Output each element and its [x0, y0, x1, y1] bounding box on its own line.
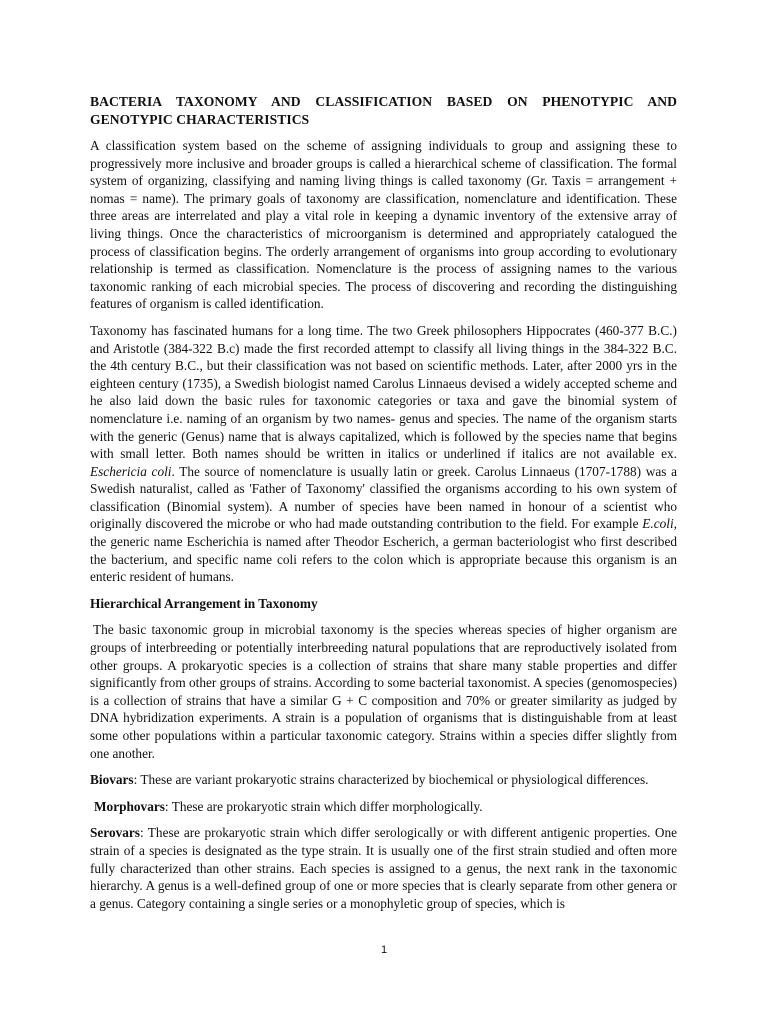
paragraph-serovars — [90, 824, 677, 912]
paragraph-morphovars — [90, 798, 677, 816]
paragraph-biovars — [90, 771, 677, 789]
document-title: BACTERIA TAXONOMY AND CLASSIFICATION BASED ON PHENOTYPIC AND GENOTYPIC CHARACTERISTICS — [90, 94, 677, 127]
document-body — [90, 93, 677, 921]
paragraph-history — [90, 322, 677, 586]
serovars-term: Serovars — [90, 825, 140, 841]
page-number: 1 — [380, 944, 388, 956]
biovars-term: Biovars — [90, 772, 134, 788]
paragraph-classification: A classification system based on the scheme of assigning individuals to group and assigning these to progressively more inclusive and broader groups is called a hierarchical scheme of classification. The formal system of organizing, classifying and naming living things is called taxonomy (Gr. Taxis = arrangement + nomas = name). The primary goals of taxonomy are classification, nomenclature and identification. These three areas are interrelated and play a vital role in keeping a dynamic inventory of the extensive array of living things. Once the characteristics of microorganism is determined and appropriately catalogued the process of classification begins. The orderly arrangement of organisms into group according to evolutionary relationship is termed as classification. Nomenclature is the process of assigning names to the various taxonomic ranking of each microbial species. The process of discovering and recording the distinguishing features of organism is called identification. — [90, 138, 677, 312]
ecoli-example-italic: E.coli, — [642, 516, 677, 532]
biovars-definition: : These are variant prokaryotic strains characterized by biochemical or physiological differences. — [133, 772, 649, 788]
section-heading: Hierarchical Arrangement in Taxonomy — [90, 595, 318, 611]
paragraph-species: The basic taxonomic group in microbial taxonomy is the species whereas species of higher organism are groups of interbreeding or potentially interbreeding natural populations that are reproductively isolated from other groups. A prokaryotic species is a collection of strains that share many stable properties and differ significantly from other groups of strains. According to some bacterial taxonomist. A species (genomospecies) is a collection of strains that have a similar G + C composition and 70% or greater similarity as judged by DNA hybridization experiments. A strain is a population of organisms that is distinguishable from at least some other populations within a particular taxonomic category. Strains within a species differ slightly from one another. — [90, 622, 677, 761]
morphovars-definition: : These are prokaryotic strain which differ morphologically. — [164, 798, 483, 814]
history-text-part-2: . The source of nomenclature is usually latin or greek. Carolus Linnaeus (1707-1788) was a Swedish naturalist, called as 'Father of Taxonomy' classified the organisms according to his own system of classification (Binomial system). A number of species have been named in honour of a scientist who originally discovered the microbe or who had made outstanding contribution to the field. For example — [90, 463, 677, 532]
history-text-part-3: the generic name Escherichia is named after Theodor Escherich, a german bacteriologist who first described the bacterium, and specific name coli refers to the colon which is appropriate because this organism is an enteric resident of humans. — [90, 534, 677, 585]
history-text-part-1: Taxonomy has fascinated humans for a long time. The two Greek philosophers Hippocrates (460-377 B.C.) and Aristotle (384-322 B.c) made the first recorded attempt to classify all living things in the 384-322 B.C. the 4th century B.C., but their classification was not based on scientific methods. Later, after 2000 yrs in the eighteen century (1735), a Swedish biologist named Carolus Linnaeus devised a widely accepted scheme and he also laid down the basic rules for taxonomic categories or taxa and gave the binomial system of nomenclature i.e. naming of an organism by two names- genus and species. The name of the organism starts with the generic (Genus) name that is always capitalized, which is followed by the species name that begins with small letter. Both names should be written in italics or underlined if italics are not available ex. — [90, 322, 677, 462]
serovars-definition: : These are prokaryotic strain which differ serologically or with different antigenic properties. One strain of a species is designated as the type strain. It is usually one of the first strain studied and often more fully characterized than other strains. Each species is assigned to a genus, the next rank in the taxonomic hierarchy. A genus is a well-defined group of one or more species that is clearly separate from other genera or a genus. Category containing a single series or a monophyletic group of species, which is — [90, 825, 677, 911]
morphovars-term: Morphovars — [94, 798, 165, 814]
species-example-italic: Eschericia coli — [90, 463, 172, 479]
